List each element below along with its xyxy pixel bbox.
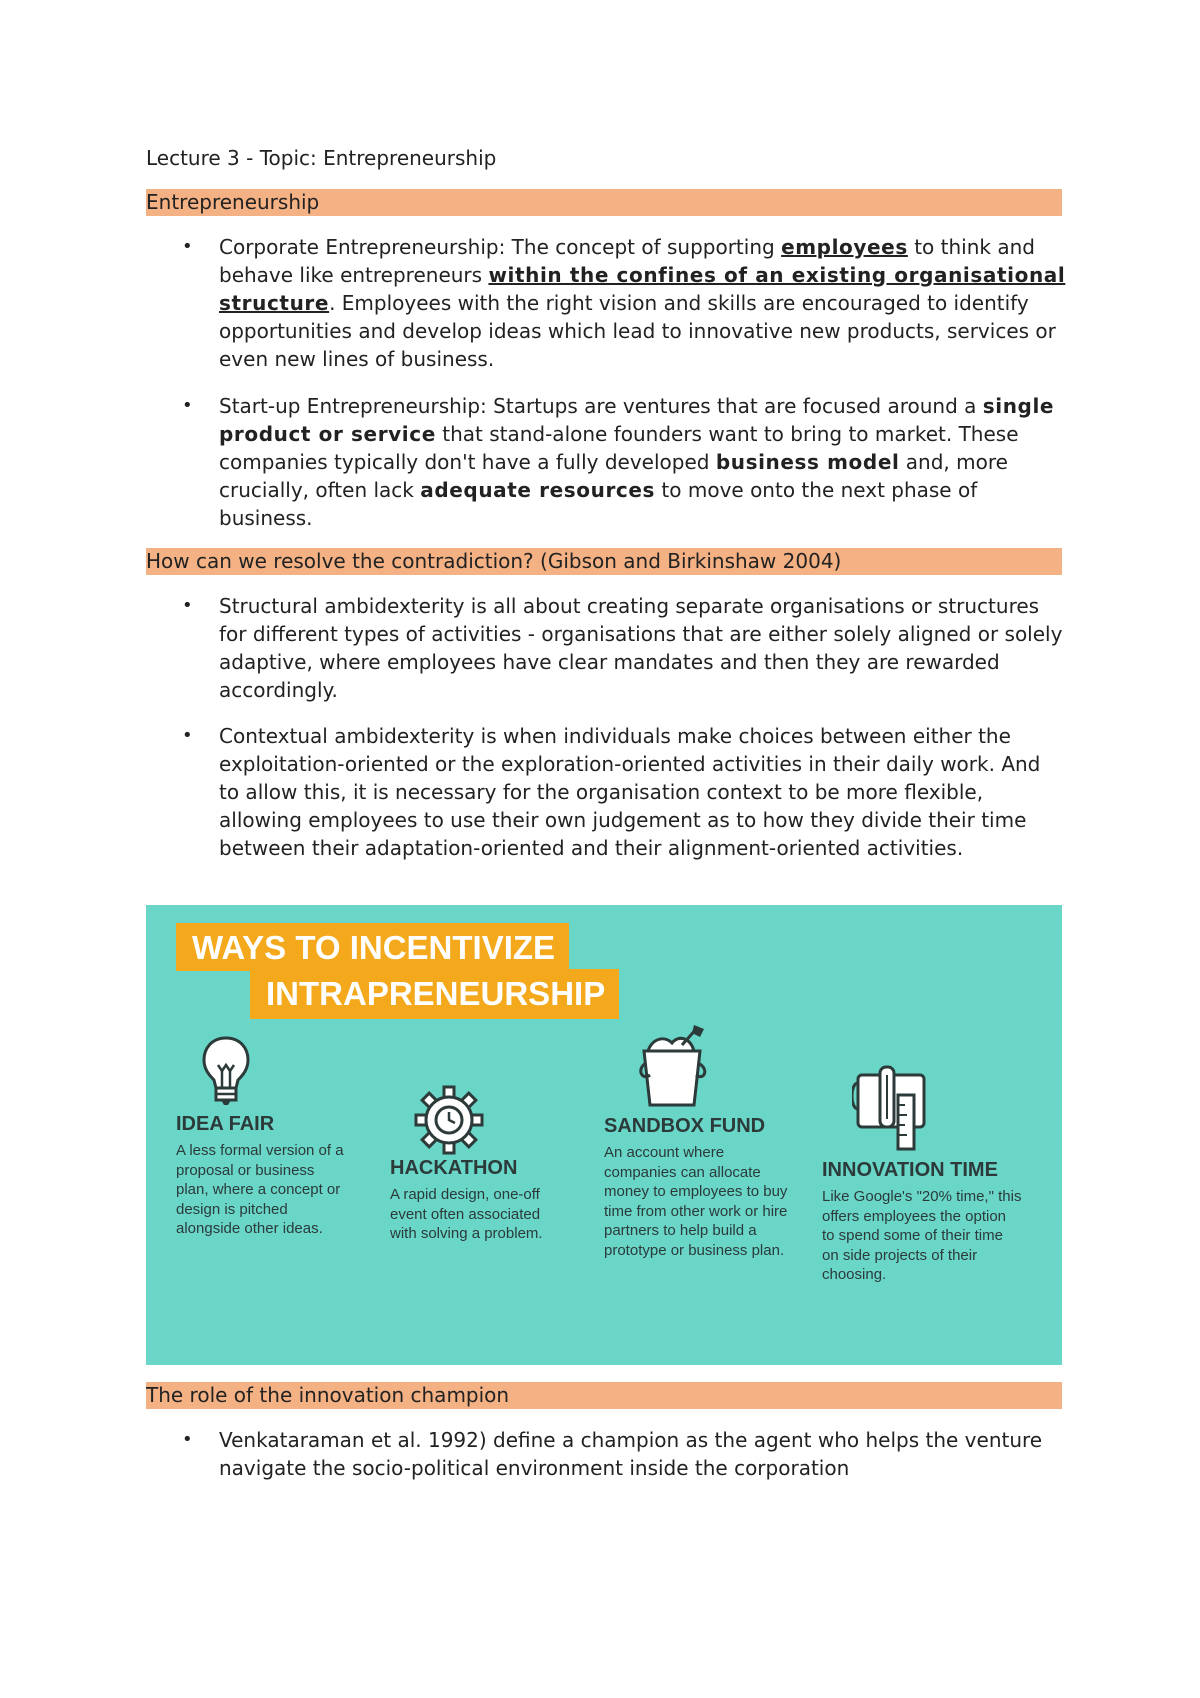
text-run: . Employees with the right vision and skills are encouraged to identify opportunities and develop ideas which lead to innovative new products, services or even new lines of business. — [219, 291, 1056, 371]
infographic-headline-line2: INTRAPRENEURSHIP — [250, 969, 619, 1019]
document-title: Lecture 3 - Topic: Entrepreneurship — [146, 146, 497, 170]
bullet-contextual-ambidexterity — [146, 722, 1066, 862]
bullet-marker: • — [182, 236, 193, 257]
card-desc-sandbox-fund: An account where companies can allocate money to employees to buy time from other work or hire partners to help build a prototype or business plan. — [604, 1144, 788, 1259]
section-heading-entrepreneurship: Entrepreneurship — [146, 189, 1062, 216]
bullet-text: Contextual ambidexterity is when individuals make choices between either the exploitation-oriented or the exploration-oriented activities in their daily work. And to allow this, it is necessary for the organisation context to be more flexible, allowing employees to use their own judgement as to how they divide their time between their adaptation-oriented and their alignment-oriented activities. — [219, 724, 1041, 860]
card-title-innovation-time: INNOVATION TIME — [822, 1159, 998, 1181]
gear-clock-icon — [414, 1085, 484, 1155]
card-title-hackathon: HACKATHON — [390, 1157, 518, 1179]
bullet-marker: • — [182, 1429, 193, 1450]
sandbox-bucket-icon — [638, 1023, 710, 1113]
section-heading-contradiction: How can we resolve the contradiction? (Gibson and Birkinshaw 2004) — [146, 548, 1062, 575]
text-run: to think and behave like entrepreneurs — [219, 235, 1035, 287]
blueprint-tools-icon — [852, 1065, 932, 1153]
text-run: and, more crucially, often lack — [219, 450, 1008, 502]
infographic-incentivize-intrapreneurship — [146, 905, 1062, 1365]
bullet-marker: • — [182, 725, 193, 746]
bullet-text — [219, 233, 1066, 373]
card-desc-idea-fair: A less formal version of a proposal or business plan, where a concept or design is pitched alongside other ideas. — [176, 1142, 344, 1237]
text-run: to move onto the next phase of business. — [219, 478, 978, 530]
bullet-champion-definition — [146, 1426, 1066, 1482]
text-run: Corporate Entrepreneurship: The concept of supporting — [219, 235, 782, 259]
card-title-sandbox-fund: SANDBOX FUND — [604, 1115, 766, 1137]
bullet-startup-entrepreneurship — [146, 392, 1066, 532]
bullet-text — [219, 392, 1066, 532]
bullet-marker: • — [182, 395, 193, 416]
section-heading-innovation-champion: The role of the innovation champion — [146, 1382, 1062, 1409]
emphasis-single-product: single product or service — [219, 394, 1055, 446]
infographic-headline-line1: WAYS TO INCENTIVIZE — [176, 923, 569, 971]
emphasis-employees: employees — [781, 235, 908, 259]
card-desc-innovation-time: Like Google's "20% time," this offers employees the option to spend some of their time on side projects of their choosing. — [822, 1188, 1022, 1283]
bullet-text: Venkataraman et al. 1992) define a champion as the agent who helps the venture navigate the socio-political environment inside the corporation — [219, 1428, 1043, 1480]
text-run: that stand-alone founders want to bring to market. These companies typically don't have a fully developed — [219, 422, 1019, 474]
card-desc-hackathon: A rapid design, one-off event often associated with solving a problem. — [390, 1186, 543, 1242]
bullet-corporate-entrepreneurship — [146, 233, 1066, 373]
emphasis-adequate-resources: adequate resources — [420, 478, 656, 502]
text-run: Start-up Entrepreneurship: Startups are ventures that are focused around a — [219, 394, 983, 418]
emphasis-existing-structure: within the confines of an existing organisational structure — [219, 263, 1066, 315]
card-title-idea-fair: IDEA FAIR — [176, 1113, 275, 1135]
lightbulb-icon — [200, 1035, 252, 1107]
bullet-structural-ambidexterity — [146, 592, 1066, 704]
bullet-text: Structural ambidexterity is all about creating separate organisations or structures for different types of activities - organisations that are either solely aligned or solely adaptive, where employees have clear mandates and then they are rewarded accordingly. — [219, 594, 1063, 702]
bullet-marker: • — [182, 595, 193, 616]
emphasis-business-model: business model — [715, 450, 900, 474]
